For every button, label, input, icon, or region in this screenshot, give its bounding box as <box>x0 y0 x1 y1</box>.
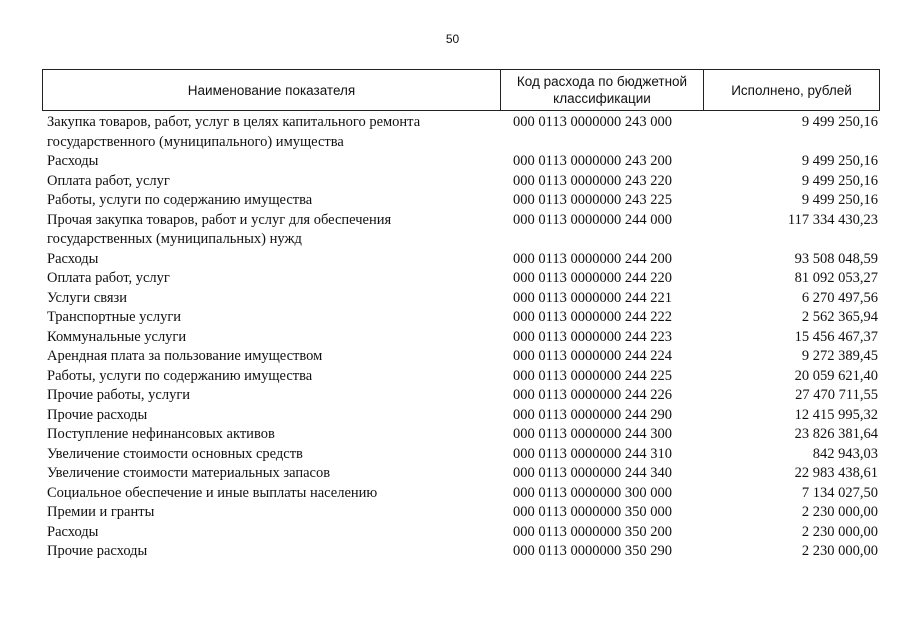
row-code: 000 0113 0000000 244 220 <box>513 270 672 286</box>
table-header <box>42 69 880 111</box>
table-row <box>0 269 905 289</box>
row-name: Прочие работы, услуги <box>47 387 191 403</box>
row-amount: 2 230 000,00 <box>801 523 878 540</box>
row-amount: 93 508 048,59 <box>794 250 878 267</box>
table-row <box>0 347 905 367</box>
table-row <box>0 191 905 211</box>
row-name: Социальное обеспечение и иные выплаты населению <box>47 484 378 501</box>
row-code: 000 0113 0000000 244 224 <box>513 348 672 364</box>
row-name: Прочие расходы <box>47 406 148 423</box>
row-name: Коммунальные услуги <box>47 328 187 345</box>
table-row <box>0 172 905 192</box>
row-name: Оплата работ, услуг <box>47 270 170 286</box>
row-amount: 12 415 995,32 <box>794 406 878 423</box>
table-row <box>0 152 905 172</box>
table-row <box>0 542 905 562</box>
header-code-column: Код расхода по бюджетной классификации <box>501 70 704 110</box>
table-row <box>0 464 905 484</box>
row-name: Расходы <box>47 153 99 169</box>
table-row <box>0 484 905 504</box>
row-amount: 22 983 438,61 <box>794 465 878 481</box>
row-amount: 7 134 027,50 <box>801 484 878 501</box>
table-row <box>0 328 905 348</box>
row-code: 000 0113 0000000 244 226 <box>513 387 672 403</box>
row-code: 000 0113 0000000 244 200 <box>513 250 672 267</box>
row-code: 000 0113 0000000 243 000 <box>513 114 672 130</box>
header-name-column: Наименование показателя <box>42 70 501 110</box>
row-code: 000 0113 0000000 243 220 <box>513 172 672 189</box>
table-row <box>0 308 905 328</box>
table-row <box>0 425 905 445</box>
row-code: 000 0113 0000000 350 200 <box>513 523 672 540</box>
row-amount: 9 499 250,16 <box>801 114 878 130</box>
row-amount: 15 456 467,37 <box>794 328 878 345</box>
row-amount: 2 230 000,00 <box>801 504 878 520</box>
table-row <box>0 211 905 250</box>
row-code: 000 0113 0000000 244 223 <box>513 328 672 345</box>
row-name: Закупка товаров, работ, услуг в целях капитального ремонта государственного (муниципального) имущества <box>47 114 421 150</box>
table-row <box>0 289 905 309</box>
table-row <box>0 113 905 152</box>
row-amount: 27 470 711,55 <box>795 387 878 403</box>
table-row <box>0 445 905 465</box>
row-amount: 9 272 389,45 <box>801 348 878 364</box>
row-name: Транспортные услуги <box>47 309 182 325</box>
row-amount: 9 499 250,16 <box>801 192 878 208</box>
row-name: Премии и гранты <box>47 504 155 520</box>
row-code: 000 0113 0000000 244 310 <box>513 445 672 462</box>
row-code: 000 0113 0000000 244 221 <box>513 289 672 306</box>
page-number: 50 <box>445 32 460 46</box>
row-code: 000 0113 0000000 244 000 <box>513 211 672 228</box>
row-name: Работы, услуги по содержанию имущества <box>47 367 313 384</box>
row-code: 000 0113 0000000 243 200 <box>513 153 672 169</box>
row-code: 000 0113 0000000 244 225 <box>513 367 672 384</box>
row-name: Увеличение стоимости материальных запасов <box>47 465 331 481</box>
row-code: 000 0113 0000000 244 300 <box>513 426 672 442</box>
row-code: 000 0113 0000000 244 222 <box>513 309 672 325</box>
row-name: Работы, услуги по содержанию имущества <box>47 192 313 208</box>
row-amount: 20 059 621,40 <box>794 367 878 384</box>
row-amount: 9 499 250,16 <box>801 172 878 189</box>
row-code: 000 0113 0000000 243 225 <box>513 192 672 208</box>
row-code: 000 0113 0000000 300 000 <box>513 484 672 501</box>
row-code: 000 0113 0000000 244 290 <box>513 406 672 423</box>
table-row <box>0 406 905 426</box>
row-code: 000 0113 0000000 350 000 <box>513 504 672 520</box>
row-name: Арендная плата за пользование имуществом <box>47 348 323 364</box>
row-amount: 842 943,03 <box>812 445 878 462</box>
table-body <box>0 113 905 562</box>
table-row <box>0 367 905 387</box>
row-name: Прочая закупка товаров, работ и услуг для обеспечения государственных (муниципальных) нужд <box>47 211 392 247</box>
row-name: Увеличение стоимости основных средств <box>47 445 303 462</box>
row-amount: 6 270 497,56 <box>801 289 878 306</box>
row-name: Услуги связи <box>47 289 128 306</box>
table-row <box>0 250 905 270</box>
table-row <box>0 386 905 406</box>
row-amount: 2 562 365,94 <box>801 309 878 325</box>
table-row <box>0 523 905 543</box>
row-name: Расходы <box>47 523 99 540</box>
table-row <box>0 503 905 523</box>
row-amount: 81 092 053,27 <box>794 270 878 286</box>
row-code: 000 0113 0000000 350 290 <box>513 543 672 559</box>
row-amount: 117 334 430,23 <box>787 211 878 228</box>
row-code: 000 0113 0000000 244 340 <box>513 465 672 481</box>
row-name: Поступление нефинансовых активов <box>47 426 275 442</box>
row-amount: 2 230 000,00 <box>801 543 878 559</box>
row-name: Расходы <box>47 250 99 267</box>
row-amount: 23 826 381,64 <box>794 426 878 442</box>
row-name: Оплата работ, услуг <box>47 172 170 189</box>
row-amount: 9 499 250,16 <box>801 153 878 169</box>
header-amount-column: Исполнено, рублей <box>704 70 880 110</box>
row-name: Прочие расходы <box>47 543 148 559</box>
